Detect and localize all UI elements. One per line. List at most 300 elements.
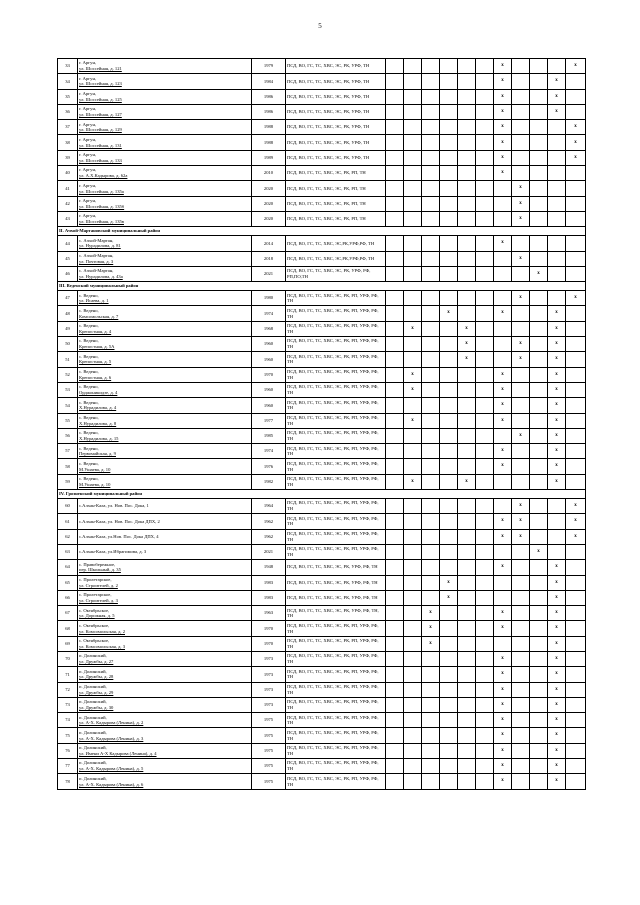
mark-cell — [530, 166, 548, 181]
mark-cell — [494, 499, 512, 514]
mark-cell — [494, 196, 512, 211]
mark-cell — [512, 236, 530, 251]
mark-cell — [476, 413, 494, 428]
mark-cell — [476, 560, 494, 575]
row-number: 36 — [58, 104, 78, 119]
row-number: 65 — [58, 575, 78, 590]
mark-cell: x — [494, 667, 512, 682]
year-cell: 1970 — [252, 367, 286, 382]
mark-cell: x — [548, 743, 566, 758]
mark-cell: x — [494, 367, 512, 382]
address-line-2: ул. Шоссейная, д. 129 — [79, 127, 122, 133]
address-line-1: г. Аргун, — [79, 167, 97, 173]
systems-cell: ПСД, ВО, ГС, ТС, ХВС, ЭС,РК,УРФ,РФ, ТН — [286, 236, 386, 251]
row-number: 63 — [58, 544, 78, 559]
mark-cell — [512, 713, 530, 728]
row-number: 33 — [58, 59, 78, 74]
mark-cell — [386, 621, 404, 636]
address-line-2: ул. А-Х. Кадырова (Ленина), д. 5 — [79, 766, 144, 772]
mark-cell: x — [494, 59, 512, 74]
address-line-1: п. Долинский, — [79, 668, 107, 674]
systems-cell: ПСД, ВО, ГС, ТС, ХВС, ЭС, РК, РП, УРФ, РФ, ТН — [286, 321, 386, 336]
mark-cell — [386, 291, 404, 306]
mark-cell — [566, 337, 586, 352]
mark-cell — [458, 621, 476, 636]
row-number: 39 — [58, 150, 78, 165]
systems-cell: ПСД, ВО, ГС, ТС, ХВС, ЭС, РК, РП, УРФ, РФ, ТН — [286, 352, 386, 367]
mark-cell — [458, 636, 476, 651]
address-cell — [78, 499, 252, 514]
row-number: 43 — [58, 211, 78, 226]
mark-cell — [386, 743, 404, 758]
table-row — [58, 59, 586, 74]
row-number: 71 — [58, 667, 78, 682]
mark-cell: x — [548, 398, 566, 413]
table-row — [58, 743, 586, 758]
mark-cell — [530, 306, 548, 321]
systems-cell: ПСД, ВО, ГС, ТС, ХВС, ЭС, РК, РП, УРФ, РФ, ТН — [286, 544, 386, 559]
mark-cell: x — [548, 428, 566, 443]
address-line-1: п. Долинский, — [79, 729, 107, 735]
mark-cell — [422, 266, 440, 281]
table-row — [58, 759, 586, 774]
table-row — [58, 166, 586, 181]
address-cell — [78, 651, 252, 666]
mark-cell — [458, 135, 476, 150]
mark-cell: x — [404, 413, 422, 428]
mark-cell — [512, 413, 530, 428]
mark-cell — [458, 166, 476, 181]
mark-cell — [566, 251, 586, 266]
mark-cell — [512, 667, 530, 682]
mark-cell — [404, 544, 422, 559]
address-line-1: с.Алхан-Кала, ул. Нов. Пос. Дока ДПХ, 2 — [79, 518, 160, 524]
mark-cell — [566, 606, 586, 621]
mark-cell — [422, 120, 440, 135]
mark-cell — [530, 444, 548, 459]
systems-cell: ПСД, ВО, ГС, ТС, ХВС, ЭС, РК, УРФ, ТН — [286, 74, 386, 89]
systems-cell: ПСД, ВО, ГС, ТС, ХВС, ЭС, РК, РП, ТН — [286, 211, 386, 226]
systems-cell: ПСД, ВО, ГС, ТС, ХВС, ЭС, РК, РП, УРФ, РФ, ТН — [286, 382, 386, 397]
row-number: 60 — [58, 499, 78, 514]
mark-cell — [566, 713, 586, 728]
mark-cell — [386, 135, 404, 150]
mark-cell — [386, 697, 404, 712]
systems-cell: ПСД, ВО, ГС, ТС, ХВС, ЭС, РК, УРФ, ТН — [286, 150, 386, 165]
mark-cell — [512, 651, 530, 666]
mark-cell — [422, 651, 440, 666]
address-cell — [78, 337, 252, 352]
mark-cell — [386, 104, 404, 119]
address-cell — [78, 606, 252, 621]
address-line-1: г. Аргун, — [79, 60, 97, 66]
mark-cell — [404, 428, 422, 443]
systems-cell: ПСД, ВО, ГС, ТС, ХВС, ЭС, РК, РП, УРФ, РФ, ТН — [286, 459, 386, 474]
address-cell — [78, 59, 252, 74]
mark-cell — [530, 291, 548, 306]
mark-cell — [422, 759, 440, 774]
mark-cell — [386, 251, 404, 266]
mark-cell: x — [458, 337, 476, 352]
mark-cell — [386, 352, 404, 367]
table-row — [58, 413, 586, 428]
mark-cell — [422, 74, 440, 89]
mark-cell — [386, 89, 404, 104]
mark-cell — [566, 667, 586, 682]
row-number: 67 — [58, 606, 78, 621]
address-line-2: Крепостная, д. 5 — [79, 359, 112, 365]
address-line-2: ул. Шоссейная, д. 131 — [79, 142, 122, 148]
mark-cell: x — [494, 759, 512, 774]
mark-cell: x — [548, 367, 566, 382]
address-cell — [78, 774, 252, 789]
mark-cell — [530, 428, 548, 443]
mark-cell: x — [548, 352, 566, 367]
systems-cell: ПСД, ВО, ГС, ТС, ХВС, ЭС, РК, РП, УРФ, РФ, ТН — [286, 306, 386, 321]
row-number: 53 — [58, 382, 78, 397]
mark-cell: x — [494, 74, 512, 89]
mark-cell: x — [548, 474, 566, 489]
table-row — [58, 196, 586, 211]
mark-cell — [440, 621, 458, 636]
mark-cell: x — [440, 590, 458, 605]
mark-cell — [440, 728, 458, 743]
systems-cell: ПСД, ВО, ГС, ТС, ХВС, ЭС, РК, РП, УРФ, РФ, ТН — [286, 367, 386, 382]
mark-cell — [422, 104, 440, 119]
mark-cell — [476, 104, 494, 119]
mark-cell — [530, 713, 548, 728]
year-cell: 1973 — [252, 682, 286, 697]
mark-cell — [386, 266, 404, 281]
mark-cell — [476, 474, 494, 489]
table-row — [58, 382, 586, 397]
mark-cell — [566, 474, 586, 489]
mark-cell — [458, 398, 476, 413]
mark-cell — [566, 352, 586, 367]
mark-cell — [440, 413, 458, 428]
systems-cell: ПСД, ВО, ГС, ТС, ХВС, ЭС, РК, РП, УРФ, РФ, ТН — [286, 444, 386, 459]
mark-cell — [566, 236, 586, 251]
address-line-2: М.Ушаева, д. 10 — [79, 466, 111, 472]
mark-cell — [422, 560, 440, 575]
section-header — [58, 282, 586, 291]
mark-cell — [440, 236, 458, 251]
mark-cell: x — [494, 560, 512, 575]
mark-cell — [548, 166, 566, 181]
mark-cell — [404, 499, 422, 514]
address-line-2: Крепостная, д. 6 — [79, 374, 112, 380]
year-cell: 1974 — [252, 306, 286, 321]
address-cell — [78, 560, 252, 575]
address-cell — [78, 544, 252, 559]
mark-cell — [422, 321, 440, 336]
mark-cell — [440, 266, 458, 281]
mark-cell — [386, 337, 404, 352]
address-line-1: г. Аргун, — [79, 136, 97, 142]
row-number: 47 — [58, 291, 78, 306]
year-cell: 1960 — [252, 382, 286, 397]
year-cell: 1960 — [252, 398, 286, 413]
mark-cell — [476, 529, 494, 544]
row-number: 45 — [58, 251, 78, 266]
systems-cell: ПСД, ВО, ГС, ТС, ХВС, ЭС, РК, РП, УРФ, РФ, ТН — [286, 474, 386, 489]
mark-cell — [404, 266, 422, 281]
mark-cell: x — [494, 651, 512, 666]
address-line-1: г. Аргун, — [79, 152, 97, 158]
mark-cell — [458, 413, 476, 428]
mark-cell — [476, 398, 494, 413]
mark-cell — [476, 667, 494, 682]
mark-cell — [458, 291, 476, 306]
mark-cell — [440, 321, 458, 336]
address-cell — [78, 166, 252, 181]
mark-cell — [422, 236, 440, 251]
mark-cell — [566, 636, 586, 651]
mark-cell — [422, 352, 440, 367]
address-line-2: ул. Почтовая, д. 3 — [79, 258, 114, 264]
mark-cell: x — [422, 606, 440, 621]
year-cell: 1980 — [252, 291, 286, 306]
address-cell — [78, 459, 252, 474]
row-number: 42 — [58, 196, 78, 211]
address-line-1: с. Ачхой-Мартан, — [79, 252, 114, 258]
mark-cell — [512, 135, 530, 150]
table-row — [58, 306, 586, 321]
mark-cell — [476, 774, 494, 789]
systems-cell: ПСД, ВО, ГС, ТС, ХВС, ЭС, РК, РП, УРФ, РФ, ТН — [286, 636, 386, 651]
mark-cell — [422, 291, 440, 306]
address-cell — [78, 682, 252, 697]
mark-cell — [440, 59, 458, 74]
row-number: 51 — [58, 352, 78, 367]
address-line-1: с. Ведено, — [79, 307, 99, 313]
mark-cell — [566, 759, 586, 774]
mark-cell — [548, 544, 566, 559]
mark-cell — [404, 459, 422, 474]
systems-cell: ПСД, ВО, ГС, ТС, ХВС, ЭС, РК, РП, ТН — [286, 181, 386, 196]
address-line-2: ул. Комсомольская, д. 3 — [79, 643, 125, 649]
mark-cell — [458, 181, 476, 196]
year-cell: 2021 — [252, 266, 286, 281]
mark-cell — [512, 398, 530, 413]
mark-cell — [440, 529, 458, 544]
mark-cell — [440, 560, 458, 575]
section-title: III. Веденский муниципальный район — [58, 282, 586, 291]
mark-cell — [440, 337, 458, 352]
address-line-2: Первомайская, д. 9 — [79, 451, 116, 457]
mark-cell — [386, 211, 404, 226]
mark-cell — [404, 89, 422, 104]
mark-cell — [476, 728, 494, 743]
mark-cell — [404, 291, 422, 306]
mark-cell — [548, 514, 566, 529]
mark-cell — [404, 74, 422, 89]
mark-cell — [566, 382, 586, 397]
mark-cell — [512, 166, 530, 181]
mark-cell — [530, 398, 548, 413]
mark-cell — [458, 266, 476, 281]
mark-cell — [530, 575, 548, 590]
address-line-2: Крепостная, д. 5А — [79, 344, 115, 350]
year-cell: 1962 — [252, 529, 286, 544]
year-cell: 1983 — [252, 590, 286, 605]
mark-cell — [566, 444, 586, 459]
mark-cell — [566, 544, 586, 559]
mark-cell: x — [494, 135, 512, 150]
address-line-1: с. Ачхой-Мартан, — [79, 268, 114, 274]
mark-cell — [440, 166, 458, 181]
mark-cell: x — [566, 120, 586, 135]
mark-cell — [386, 236, 404, 251]
mark-cell — [530, 743, 548, 758]
mark-cell — [494, 590, 512, 605]
mark-cell — [566, 413, 586, 428]
address-cell — [78, 120, 252, 135]
mark-cell — [476, 382, 494, 397]
mark-cell — [566, 181, 586, 196]
address-cell — [78, 291, 252, 306]
address-line-2: ул. А-Х. Кадырова (Ленина), д. 2 — [79, 720, 144, 726]
mark-cell: x — [530, 544, 548, 559]
mark-cell — [476, 181, 494, 196]
table-row — [58, 181, 586, 196]
mark-cell — [422, 382, 440, 397]
year-cell: 1960 — [252, 352, 286, 367]
systems-cell: ПСД, ВО, ГС, ТС, ХВС, ЭС, РК, РП, УРФ, РФ, ТН — [286, 728, 386, 743]
mark-cell: x — [548, 575, 566, 590]
mark-cell: x — [494, 606, 512, 621]
mark-cell — [440, 774, 458, 789]
mark-cell: x — [512, 352, 530, 367]
address-cell — [78, 398, 252, 413]
mark-cell: x — [548, 651, 566, 666]
address-line-1: с. Ведено, — [79, 323, 99, 329]
row-number: 52 — [58, 367, 78, 382]
mark-cell — [494, 181, 512, 196]
mark-cell — [422, 590, 440, 605]
table-row — [58, 459, 586, 474]
mark-cell: x — [512, 211, 530, 226]
mark-cell: x — [548, 621, 566, 636]
mark-cell — [476, 251, 494, 266]
mark-cell — [458, 120, 476, 135]
address-line-2: Х.Нурадилова, д. 8 — [79, 420, 117, 426]
systems-cell: ПСД, ВО, ГС, ТС, ХВС, ЭС, РК, РП, УРФ, РФ, ТН — [286, 529, 386, 544]
mark-cell — [386, 166, 404, 181]
mark-cell — [404, 444, 422, 459]
mark-cell — [404, 759, 422, 774]
mark-cell — [422, 682, 440, 697]
table-row — [58, 352, 586, 367]
mark-cell — [566, 575, 586, 590]
address-line-1: п. Долинский, — [79, 760, 107, 766]
mark-cell — [404, 667, 422, 682]
mark-cell — [512, 728, 530, 743]
mark-cell: x — [494, 529, 512, 544]
address-line-1: с. Ведено, — [79, 369, 99, 375]
mark-cell — [440, 544, 458, 559]
mark-cell — [530, 759, 548, 774]
year-cell: 1973 — [252, 697, 286, 712]
mark-cell — [440, 150, 458, 165]
address-cell — [78, 352, 252, 367]
mark-cell — [422, 89, 440, 104]
mark-cell — [530, 337, 548, 352]
mark-cell — [530, 560, 548, 575]
address-line-2: ул. Шоссейная, д. 135б — [79, 203, 125, 209]
mark-cell — [494, 251, 512, 266]
table-row — [58, 636, 586, 651]
mark-cell — [440, 89, 458, 104]
mark-cell — [458, 651, 476, 666]
year-cell: 1985 — [252, 428, 286, 443]
row-number: 64 — [58, 560, 78, 575]
mark-cell: x — [494, 398, 512, 413]
systems-cell: ПСД, ВО, ГС, ТС, ХВС, ЭС, РК, УРФ, РФ, ТН — [286, 560, 386, 575]
address-line-1: с. Ведено, — [79, 338, 99, 344]
mark-cell — [440, 514, 458, 529]
mark-cell — [404, 236, 422, 251]
year-cell: 1973 — [252, 651, 286, 666]
address-cell — [78, 382, 252, 397]
address-line-1: г. Аргун, — [79, 106, 97, 112]
address-line-2: ул. Дорожная, д. 5 — [79, 613, 115, 619]
mark-cell — [386, 651, 404, 666]
mark-cell — [512, 743, 530, 758]
mark-cell — [530, 682, 548, 697]
mark-cell: x — [404, 382, 422, 397]
row-number: 58 — [58, 459, 78, 474]
systems-cell: ПСД, ВО, ГС, ТС, ХВС, ЭС, РК, РП, УРФ, РФ, ТН — [286, 713, 386, 728]
mark-cell — [404, 398, 422, 413]
mark-cell — [422, 713, 440, 728]
mark-cell — [458, 150, 476, 165]
mark-cell — [404, 59, 422, 74]
mark-cell: x — [494, 236, 512, 251]
row-number: 54 — [58, 398, 78, 413]
mark-cell — [458, 306, 476, 321]
address-cell — [78, 514, 252, 529]
address-cell — [78, 667, 252, 682]
mark-cell: x — [548, 682, 566, 697]
mark-cell — [458, 697, 476, 712]
mark-cell — [548, 236, 566, 251]
mark-cell — [404, 774, 422, 789]
mark-cell — [458, 590, 476, 605]
systems-cell: ПСД, ВО, ГС, ТС, ХВС, ЭС, РК, РП, УРФ, РФ, ТН — [286, 621, 386, 636]
year-cell: 1988 — [252, 120, 286, 135]
address-line-2: ул. Строителей, д. 3 — [79, 597, 118, 603]
mark-cell — [530, 667, 548, 682]
mark-cell — [530, 459, 548, 474]
mark-cell — [512, 759, 530, 774]
row-number: 75 — [58, 728, 78, 743]
address-cell — [78, 211, 252, 226]
year-cell: 2010 — [252, 166, 286, 181]
mark-cell — [404, 560, 422, 575]
mark-cell — [476, 74, 494, 89]
mark-cell — [476, 150, 494, 165]
address-cell — [78, 743, 252, 758]
row-number: 41 — [58, 181, 78, 196]
mark-cell — [386, 682, 404, 697]
mark-cell — [476, 636, 494, 651]
table-row — [58, 774, 586, 789]
mark-cell: x — [548, 590, 566, 605]
address-line-2: ул. Шоссейная, д. 123 — [79, 81, 122, 87]
row-number: 48 — [58, 306, 78, 321]
mark-cell: x — [548, 728, 566, 743]
